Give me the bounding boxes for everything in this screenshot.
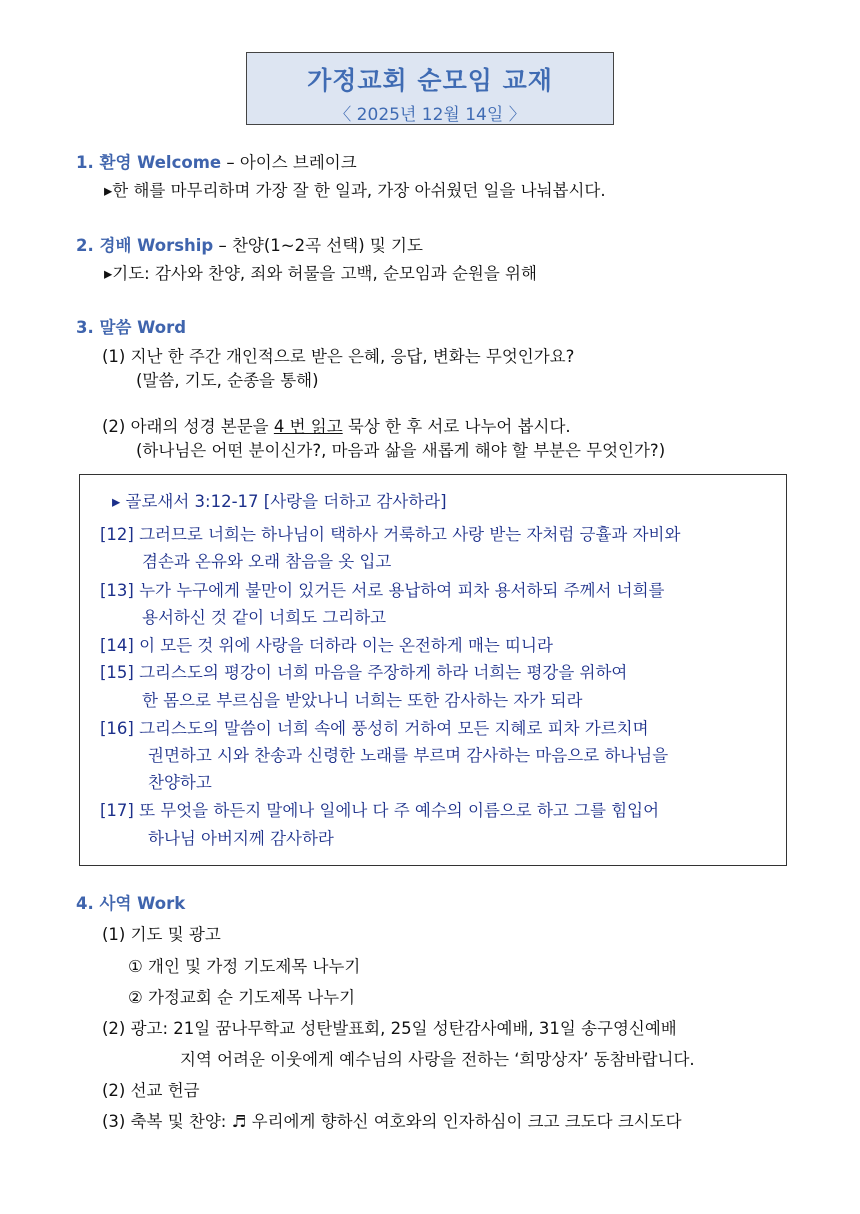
verse-17-cont: 하나님 아버지께 감사하라 bbox=[148, 829, 334, 848]
section-number: 4. bbox=[76, 894, 94, 913]
work-item-4: (3) 축복 및 찬양: ♬ 우리에게 향하신 여호와의 인자하심이 크고 크도다 크시도다 bbox=[102, 1112, 682, 1131]
worship-prompt: ▸기도: 감사와 찬양, 죄와 허물을 고백, 순모임과 순원을 위해 bbox=[104, 264, 537, 283]
word-question-2 bbox=[102, 416, 571, 438]
section-subtitle: – 찬양(1~2곡 선택) 및 기도 bbox=[213, 236, 423, 255]
welcome-prompt: ▸한 해를 마무리하며 가장 잘 한 일과, 가장 아쉬웠던 일을 나눠봅시다. bbox=[104, 181, 606, 200]
verse-12: [12] 그러므로 너희는 하나님이 택하사 거룩하고 사랑 받는 자처럼 긍휼과 자비와 bbox=[100, 525, 681, 544]
scripture-title: ▸ 골로새서 3:12-17 [사랑을 더하고 감사하라] bbox=[112, 492, 447, 511]
section-welcome-heading bbox=[76, 152, 357, 174]
verse-13-cont: 용서하신 것 같이 너희도 그리하고 bbox=[142, 608, 387, 627]
word-question-1-note: (말씀, 기도, 순종을 통해) bbox=[136, 371, 319, 390]
section-number: 1. bbox=[76, 153, 94, 172]
verse-17: [17] 또 무엇을 하든지 말에나 일에나 다 주 예수의 이름으로 하고 그를 힘입어 bbox=[100, 801, 660, 820]
question-text: (2) 아래의 성경 본문을 bbox=[102, 417, 274, 436]
verse-12-cont: 겸손과 온유와 오래 참음을 옷 입고 bbox=[142, 552, 392, 571]
section-title: 사역 Work bbox=[99, 894, 186, 913]
section-word-heading bbox=[76, 317, 186, 339]
page-title: 가정교회 순모임 교재 bbox=[307, 66, 553, 95]
section-work-heading bbox=[76, 893, 185, 915]
word-question-2-note: (하나님은 어떤 분이신가?, 마음과 삶을 새롭게 해야 할 부분은 무엇인가?) bbox=[136, 441, 666, 460]
section-subtitle: – 아이스 브레이크 bbox=[221, 153, 357, 172]
title-box bbox=[246, 52, 614, 125]
section-title: 말씀 Word bbox=[99, 318, 187, 337]
section-title: 환영 Welcome bbox=[99, 153, 222, 172]
work-item-1a: ① 개인 및 가정 기도제목 나누기 bbox=[128, 957, 361, 976]
verse-14: [14] 이 모든 것 위에 사랑을 더하라 이는 온전하게 매는 띠니라 bbox=[100, 636, 553, 655]
verse-13: [13] 누가 누구에게 불만이 있거든 서로 용납하여 피차 용서하되 주께서 너희를 bbox=[100, 581, 665, 600]
question-text: 묵상 한 후 서로 나누어 봅시다. bbox=[342, 417, 571, 436]
underlined-text: 4 번 읽고 bbox=[273, 417, 343, 436]
work-item-1b: ② 가정교회 순 기도제목 나누기 bbox=[128, 988, 356, 1007]
word-question-1: (1) 지난 한 주간 개인적으로 받은 은혜, 응답, 변화는 무엇인가요? bbox=[102, 347, 575, 366]
verse-16: [16] 그리스도의 말씀이 너희 속에 풍성히 거하여 모든 지혜로 피차 가르치며 bbox=[100, 719, 649, 738]
work-item-3: (2) 선교 헌금 bbox=[102, 1081, 200, 1100]
section-worship-heading bbox=[76, 235, 423, 257]
work-item-1: (1) 기도 및 광고 bbox=[102, 925, 221, 944]
section-number: 2. bbox=[76, 236, 94, 255]
verse-15: [15] 그리스도의 평강이 너희 마음을 주장하게 하라 너희는 평강을 위하여 bbox=[100, 663, 628, 682]
work-item-2: (2) 광고: 21일 꿈나무학교 성탄발표회, 25일 성탄감사예배, 31일 송구영신예배 bbox=[102, 1019, 677, 1038]
work-item-2-cont: 지역 어려운 이웃에게 예수님의 사랑을 전하는 ‘희망상자’ 동참바랍니다. bbox=[180, 1050, 695, 1069]
verse-15-cont: 한 몸으로 부르심을 받았나니 너희는 또한 감사하는 자가 되라 bbox=[142, 691, 583, 710]
page-date: 〈 2025년 12월 14일 〉 bbox=[334, 105, 526, 125]
section-title: 경배 Worship bbox=[99, 236, 214, 255]
verse-16-cont: 권면하고 시와 찬송과 신령한 노래를 부르며 감사하는 마음으로 하나님을 bbox=[148, 746, 669, 765]
verse-16-cont2: 찬양하고 bbox=[148, 773, 212, 792]
section-number: 3. bbox=[76, 318, 94, 337]
